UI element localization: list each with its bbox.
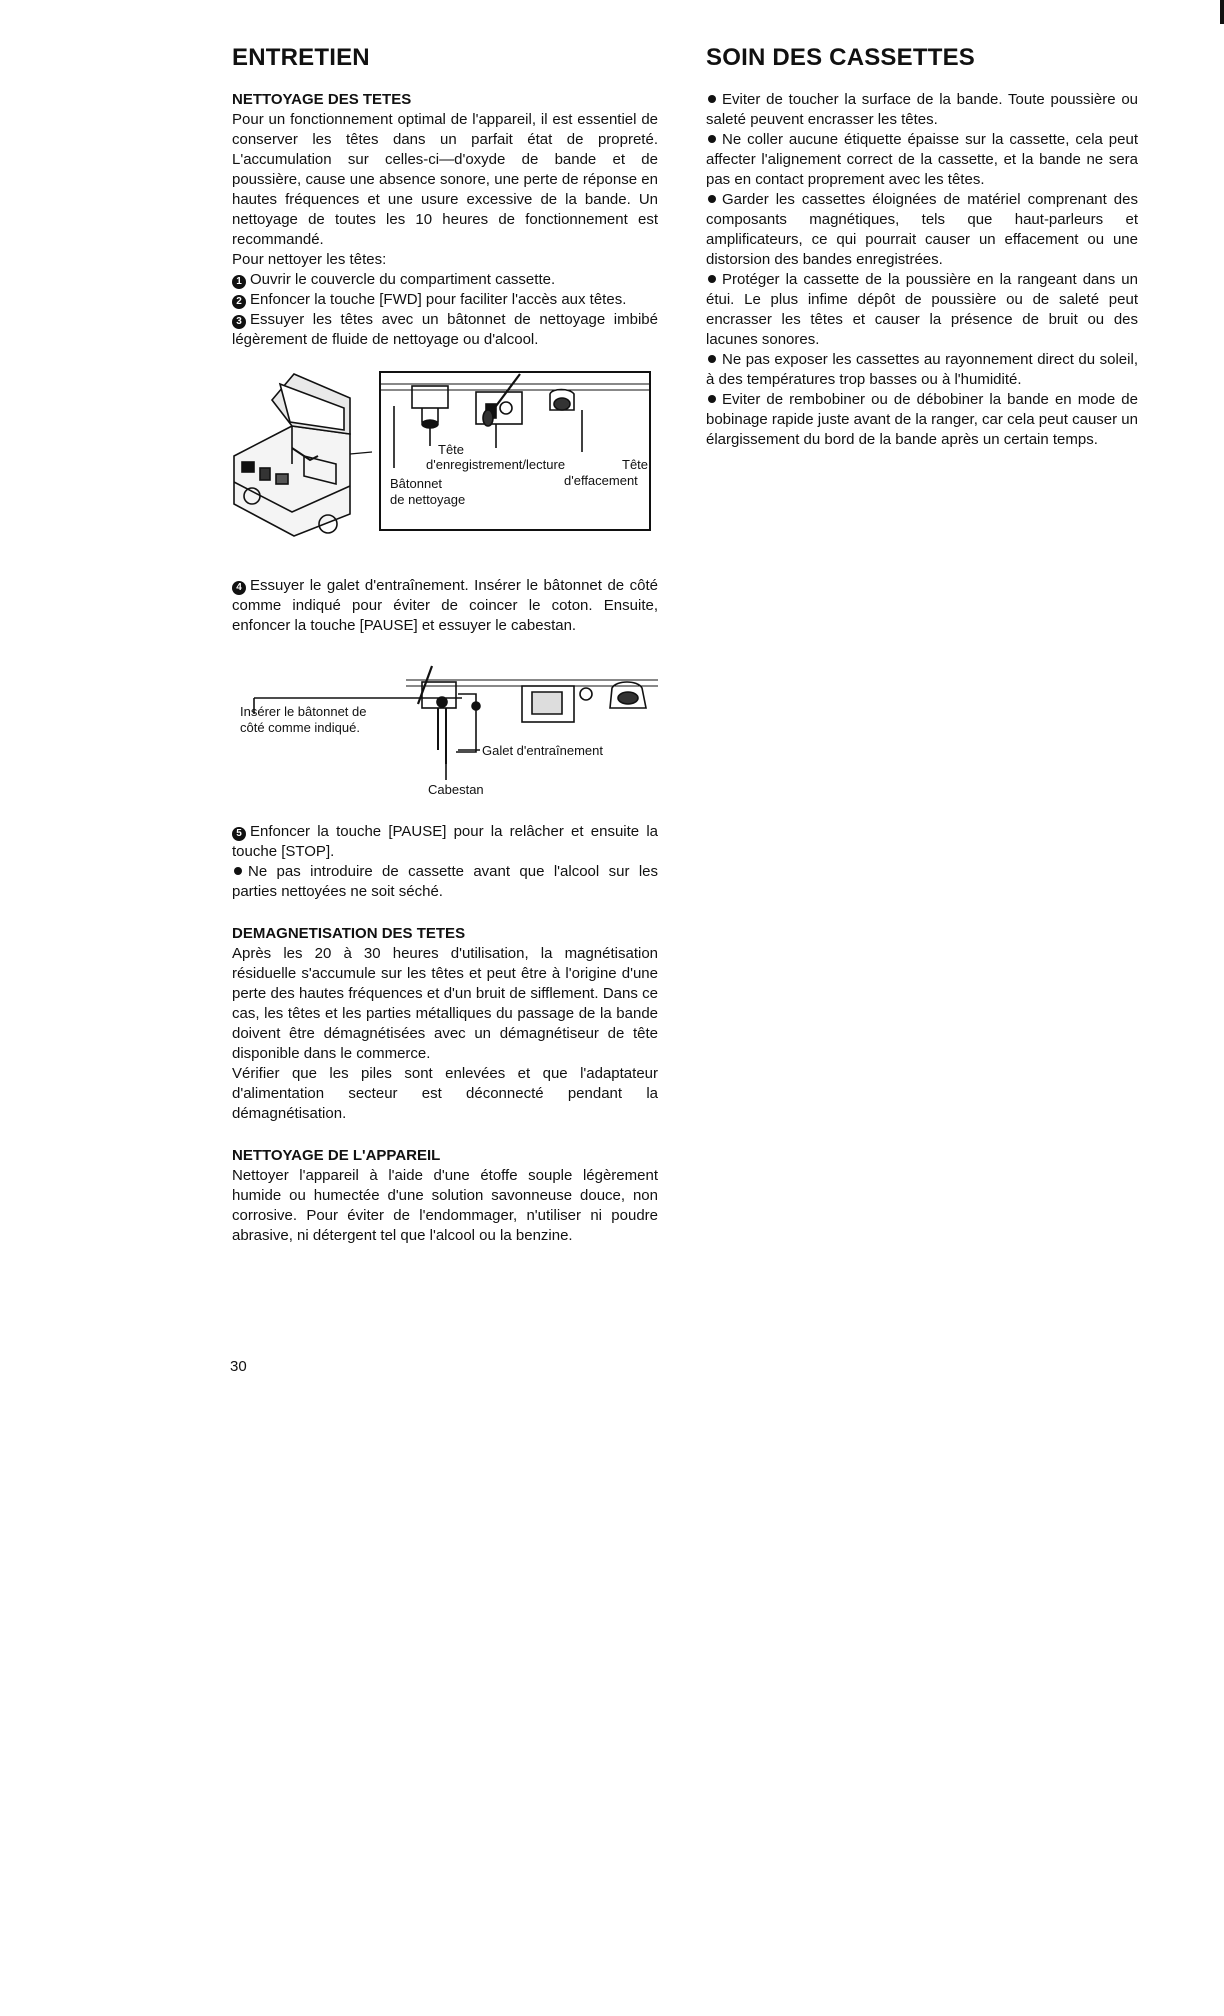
step-text: Essuyer le galet d'entraînement. Insérer le bâtonnet de côté comme indiqué pour éviter de coincer le coton. Ensuite, enfoncer la touche [PAUSE] et essuyer le cabestan. <box>232 577 658 634</box>
step-5 <box>232 822 658 862</box>
list-item <box>706 270 1138 350</box>
figure-head-cleaning <box>232 364 658 554</box>
label-swab-2: de nettoyage <box>390 492 466 507</box>
label-record-head: Tête <box>438 442 465 457</box>
step-text: Essuyer les têtes avec un bâtonnet de nettoyage imbibé légèrement de fluide de nettoyage ou d'alcool. <box>232 311 658 348</box>
step-number: 3 <box>232 315 246 329</box>
step-text: Enfoncer la touche [FWD] pour faciliter l'accès aux têtes. <box>250 291 627 308</box>
list-item-text: Ne coller aucune étiquette épaisse sur la cassette, cela peut affecter l'alignement correct de la cassette, et la bande ne sera pas en contact proprement avec les têtes. <box>706 131 1138 188</box>
list-item-text: Eviter de toucher la surface de la bande. Toute poussière ou saleté peuvent encrasser les têtes. <box>706 91 1138 128</box>
spacer <box>232 814 658 822</box>
step-text: Enfoncer la touche [PAUSE] pour la relâcher et ensuite la touche [STOP]. <box>232 823 658 860</box>
list-item <box>706 90 1138 130</box>
step-number: 5 <box>232 827 246 841</box>
step-1 <box>232 270 658 290</box>
figure-capstan-cleaning <box>232 664 658 814</box>
step-2 <box>232 290 658 310</box>
heading-demagnetisation: DEMAGNETISATION DES TETES <box>232 925 466 942</box>
label-erase-head: Tête <box>622 457 649 472</box>
head-cleaning-steps <box>232 270 658 350</box>
bullet-icon <box>708 135 716 143</box>
head-cleaning-lead: Pour nettoyer les têtes: <box>232 251 387 268</box>
list-item <box>706 190 1138 270</box>
list-item-text: Ne pas exposer les cassettes au rayonnement direct du soleil, à des températures trop basses ou à l'humidité. <box>706 351 1138 388</box>
page-number: 30 <box>230 1358 247 1375</box>
step-text: Ouvrir le couvercle du compartiment cassette. <box>250 271 556 288</box>
left-column <box>232 44 658 1246</box>
section-title-soin-cassettes: SOIN DES CASSETTES <box>706 44 975 71</box>
list-item-text: Eviter de rembobiner ou de débobiner la bande en mode de bobinage rapide juste avant de la ranger, car cela peut causer un élargissement du bord de la bande après un certain temps. <box>706 391 1138 448</box>
list-item-text: Protéger la cassette de la poussière en la rangeant dans un étui. Le plus infime dépôt de poussière ou de saleté peut encrasser les têtes et causer la présence de bruit ou des lacunes sonores. <box>706 271 1138 348</box>
step-number: 4 <box>232 581 246 595</box>
label-erase-head-2: d'effacement <box>564 473 638 488</box>
cassette-care-list <box>706 90 1138 450</box>
note-text: Ne pas introduire de cassette avant que l'alcool sur les parties nettoyées ne soit séché. <box>232 863 658 900</box>
bullet-icon <box>234 867 242 875</box>
list-item <box>706 130 1138 190</box>
note-alcohol <box>232 862 658 902</box>
bullet-icon <box>708 95 716 103</box>
demag-paragraph-2: Vérifier que les piles sont enlevées et que l'adaptateur d'alimentation secteur est déconnecté pendant la démagnétisation. <box>232 1065 658 1122</box>
label-swab: Bâtonnet <box>390 476 443 491</box>
head-cleaning-intro: Pour un fonctionnement optimal de l'appareil, il est essentiel de conserver les têtes dans un parfait état de propreté. L'accumulation sur celles-ci—d'oxyde de bande et de poussière, cause une absence sonore, une perte de réponse en hautes fréquences et une usure excessive de la bande. Un nettoyage de toutes les 10 heures de fonctionnement est recommandé. <box>232 111 658 248</box>
edge-mark <box>1220 0 1224 24</box>
label-pinch-roller: Galet d'entraînement <box>482 743 603 758</box>
section-title-entretien: ENTRETIEN <box>232 44 370 71</box>
right-column <box>706 44 1138 450</box>
step-4 <box>232 576 658 636</box>
bullet-icon <box>708 395 716 403</box>
list-item <box>706 350 1138 390</box>
unit-cleaning-paragraph: Nettoyer l'appareil à l'aide d'une étoffe souple légèrement humide ou humectée d'une solution savonneuse douce, non corrosive. Pour éviter de l'endommager, n'utiliser ni poudre abrasive, ni détergent tel que l'alcool ou la benzine. <box>232 1167 658 1244</box>
bullet-icon <box>708 195 716 203</box>
demag-paragraph-1: Après les 20 à 30 heures d'utilisation, la magnétisation résiduelle s'accumule sur les têtes et peut être à l'origine d'une perte des hautes fréquences et d'un bruit de sifflement. Dans ce cas, les têtes et les parties métalliques du passage de la bande doivent être démagnétisées avec un démagnétiseur de tête disponible dans le commerce. <box>232 945 658 1062</box>
step-number: 1 <box>232 275 246 289</box>
label-capstan: Cabestan <box>428 782 484 797</box>
label-record-head-2: d'enregistrement/lecture <box>426 457 566 472</box>
label-insert-swab-2: côté comme indiqué. <box>240 720 360 735</box>
spacer <box>232 1124 658 1146</box>
step-3 <box>232 310 658 350</box>
spacer <box>232 902 658 924</box>
bullet-icon <box>708 275 716 283</box>
heading-unit-cleaning: NETTOYAGE DE L'APPAREIL <box>232 1147 441 1164</box>
list-item <box>706 390 1138 450</box>
list-item-text: Garder les cassettes éloignées de matériel comprenant des composants magnétiques, tels que haut-parleurs et amplificateurs, ce qui pourrait causer un effacement ou une distorsion des bandes enregistrées. <box>706 191 1138 268</box>
spacer <box>232 554 658 576</box>
bullet-icon <box>708 355 716 363</box>
label-insert-swab: Insérer le bâtonnet de <box>240 704 367 719</box>
step-number: 2 <box>232 295 246 309</box>
heading-head-cleaning: NETTOYAGE DES TETES <box>232 91 412 108</box>
